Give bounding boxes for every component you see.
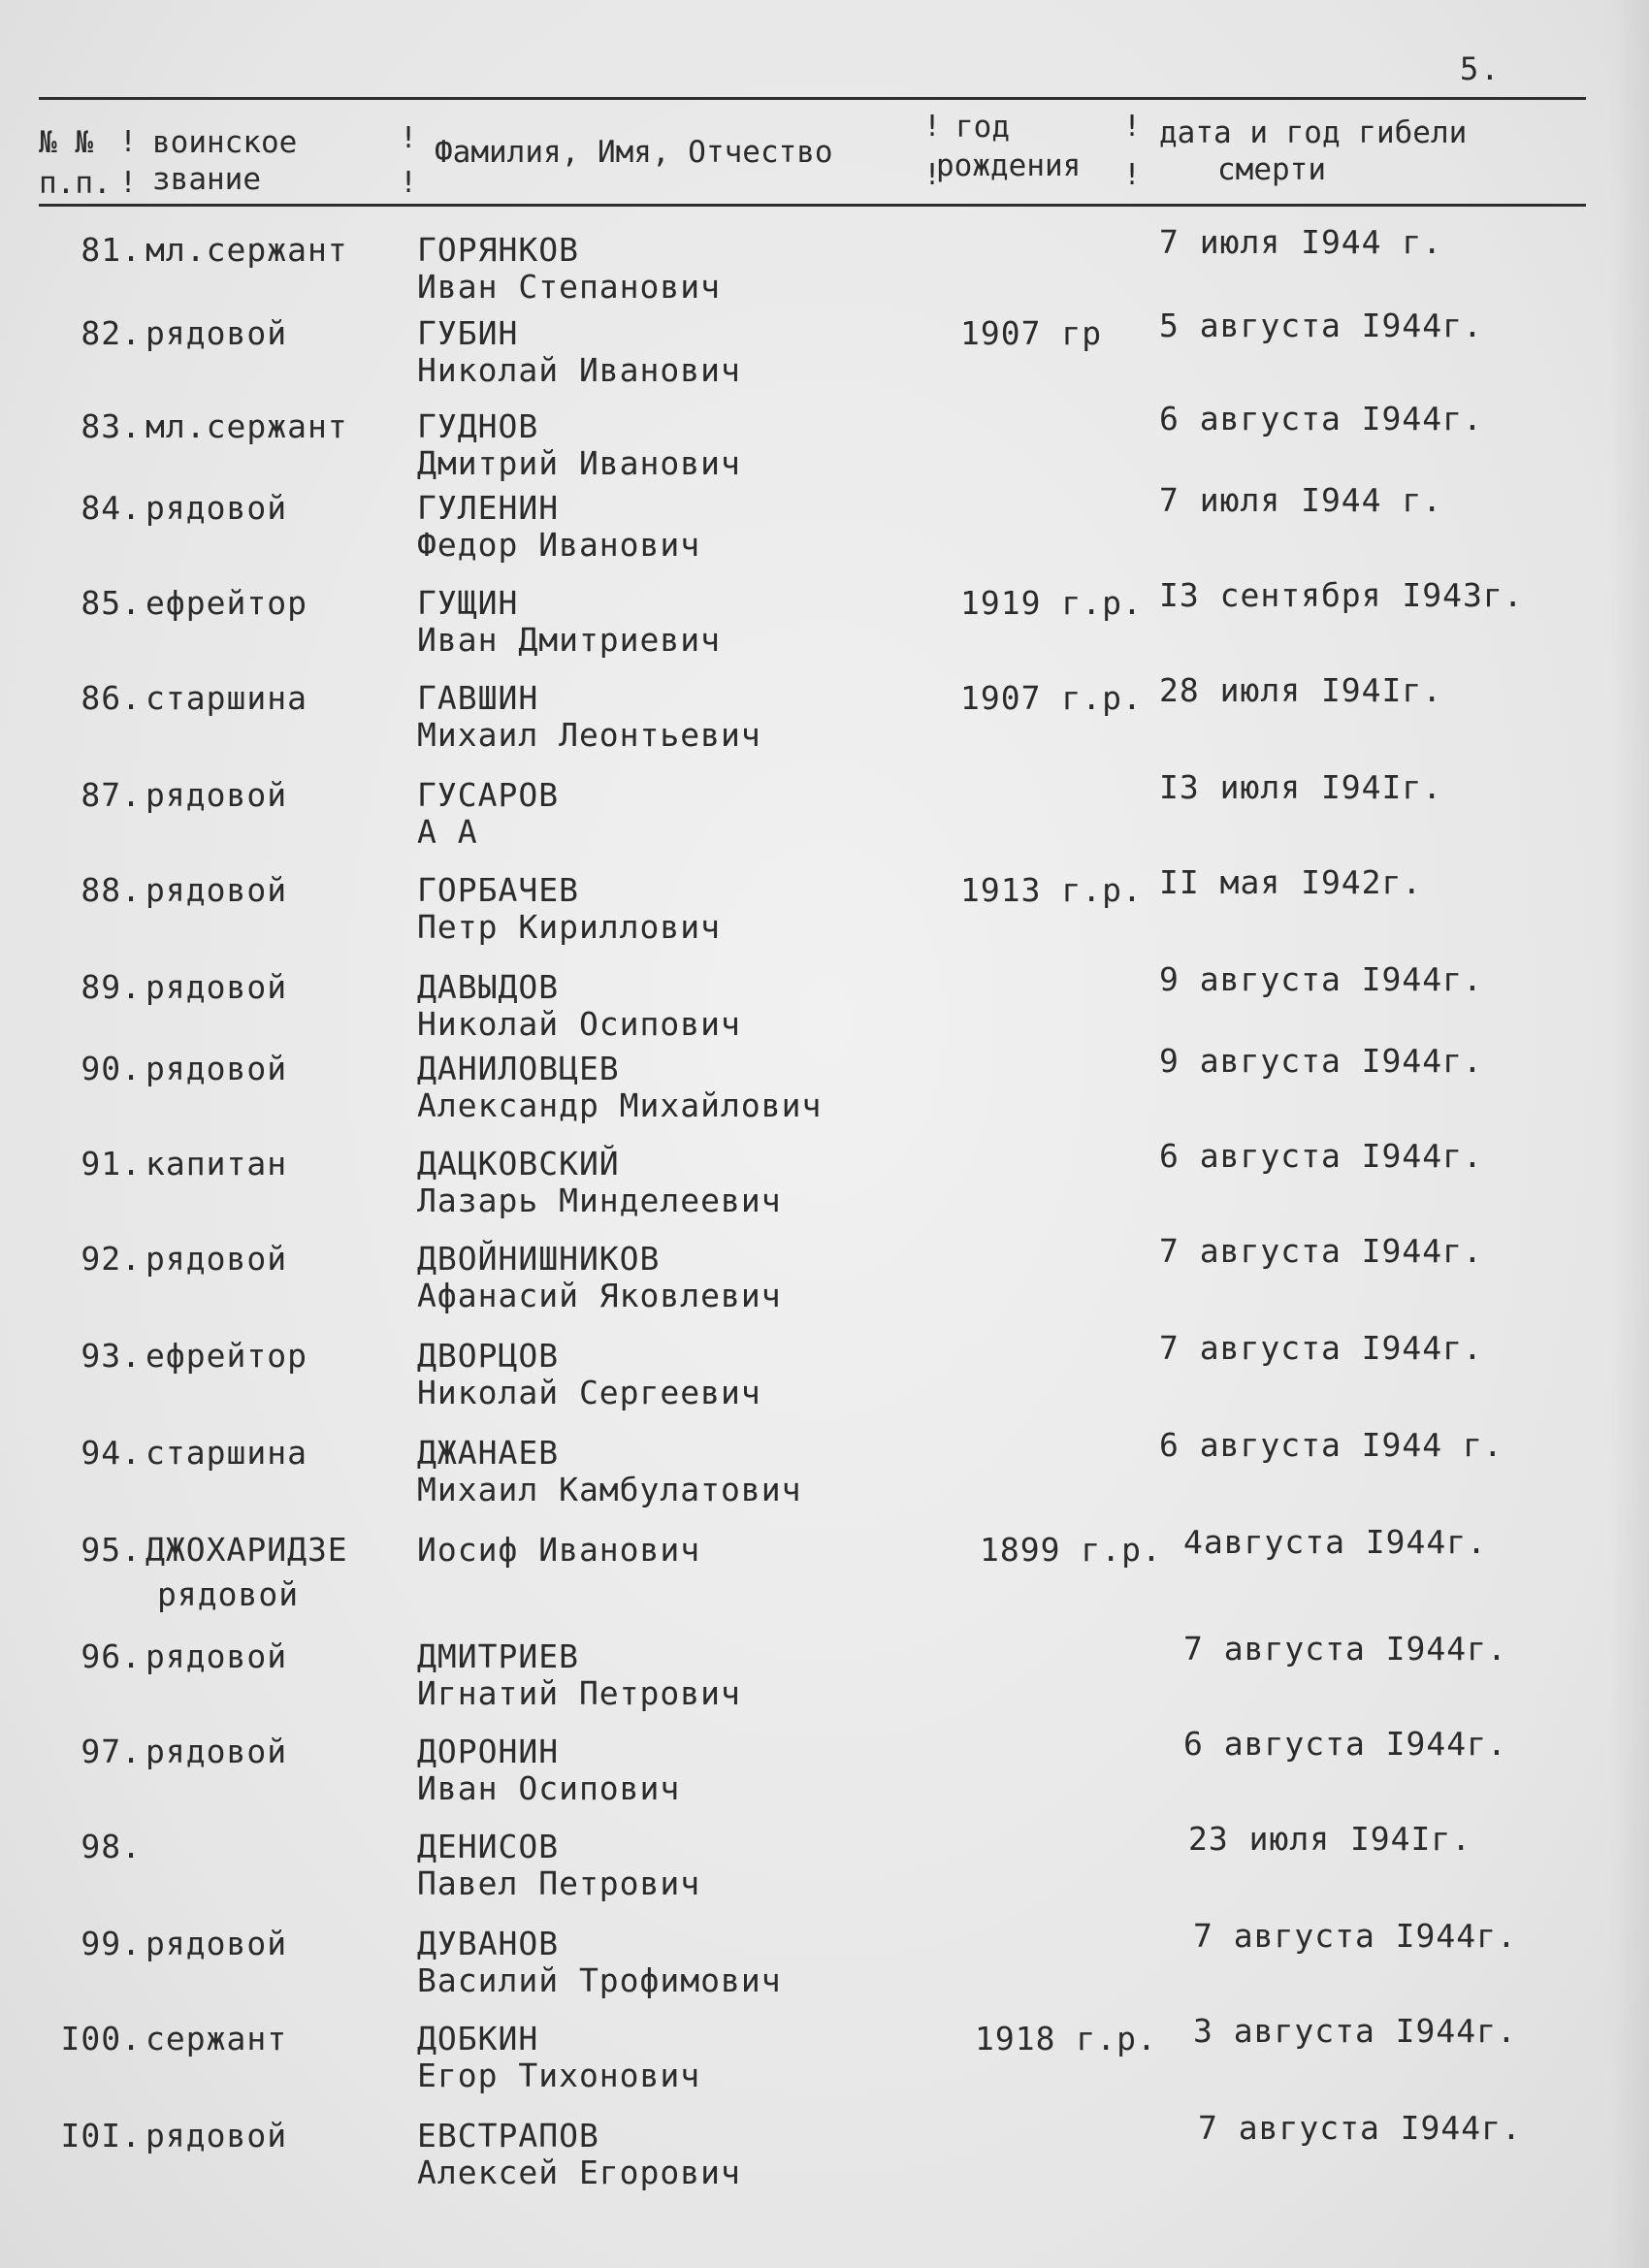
page-number: 5. [1460, 50, 1502, 87]
row-name: Иосиф Иванович [417, 1531, 701, 1569]
row-given-name: Михаил Камбулатович [417, 1471, 802, 1508]
row-rank: рядовой [146, 871, 288, 909]
row-given-name: Павел Петрович [417, 1864, 701, 1902]
row-number: 83. [81, 407, 142, 445]
row-number: 99. [81, 1925, 142, 1962]
row-rank: рядовой [146, 1637, 288, 1675]
row-number: 91. [81, 1145, 142, 1183]
table-row [0, 1329, 1649, 1434]
row-number: 90. [81, 1050, 142, 1087]
row-death-date: 7 июля I944 г. [1159, 223, 1443, 261]
header-separator: ! [923, 110, 942, 144]
row-death-date: 4августа I944г. [1183, 1523, 1488, 1561]
row-number: 86. [81, 679, 142, 717]
header-top-rule [39, 97, 1586, 100]
table-row [0, 1137, 1649, 1242]
row-given-name: Николай Иванович [417, 351, 741, 389]
row-surname: ДАНИЛОВЦЕВ [417, 1050, 620, 1087]
row-number: I0I. [60, 2117, 142, 2155]
row-given-name: Афанасий Яковлевич [417, 1277, 782, 1314]
table-row [0, 863, 1649, 968]
row-surname: ДЖАНАЕВ [417, 1434, 560, 1472]
row-rank: рядовой [146, 2117, 288, 2155]
row-given-name: Лазарь Минделеевич [417, 1182, 782, 1219]
row-given-name: Петр Кириллович [417, 908, 722, 946]
table-row [0, 1523, 1649, 1628]
row-given-name: Николай Осипович [417, 1005, 741, 1043]
row-birth-year: 1899 г.р. [980, 1531, 1162, 1569]
row-given-name: Игнатий Петрович [417, 1674, 741, 1712]
row-surname: ЕВСТРАПОВ [417, 2117, 599, 2155]
header-birth-line1: год [955, 110, 1010, 145]
row-surname: ГОРЯНКОВ [417, 231, 579, 269]
row-rank: мл.сержант [146, 231, 348, 269]
row-rank: рядовой [146, 968, 288, 1006]
row-birth-year: 1918 г.р. [975, 2020, 1157, 2057]
row-death-date: 9 августа I944г. [1159, 1042, 1483, 1080]
row-given-name: Иван Степанович [417, 268, 722, 306]
row-given-name: Василий Трофимович [417, 1961, 782, 1999]
row-death-date: 6 августа I944г. [1159, 1137, 1483, 1175]
row-surname: ГУЩИН [417, 584, 519, 622]
row-rank: капитан [146, 1145, 288, 1183]
table-row [0, 1630, 1649, 1734]
row-surname: ДВОЙНИШНИКОВ [417, 1240, 661, 1278]
row-number: 88. [81, 871, 142, 909]
header-separator: ! [400, 166, 418, 200]
row-surname: ГУДНОВ [417, 407, 539, 445]
row-death-date: 7 июля I944 г. [1159, 481, 1443, 519]
row-rank: старшина [146, 1434, 307, 1472]
row-given-name: Егор Тихонович [417, 2057, 701, 2094]
row-given-name: Дмитрий Иванович [417, 444, 741, 482]
row-surname: ДАВЫДОВ [417, 968, 560, 1006]
row-given-name: Николай Сергеевич [417, 1374, 761, 1411]
row-death-date: I3 сентября I943г. [1159, 576, 1524, 614]
row-death-date: 5 августа I944г. [1159, 307, 1483, 344]
row-rank: ДЖОХАРИДЗЕ [146, 1531, 348, 1569]
table-row [0, 768, 1649, 873]
row-surname: ГАВШИН [417, 679, 539, 717]
row-surname: ДВОРЦОВ [417, 1337, 560, 1375]
row-birth-year: 1907 гр [960, 314, 1103, 352]
header-rank-line1: воинское [152, 125, 298, 160]
row-birth-year: 1919 г.р. [960, 584, 1143, 622]
header-name: Фамилия, Имя, Отчество [435, 135, 833, 170]
row-death-date: 23 июля I94Iг. [1188, 1820, 1472, 1858]
table-row [0, 481, 1649, 586]
table-row [0, 1725, 1649, 1830]
row-number: 87. [81, 776, 142, 814]
table-row [0, 2012, 1649, 2117]
row-surname: ДМИТРИЕВ [417, 1637, 579, 1675]
row-given-name: Иван Дмитриевич [417, 621, 722, 659]
row-rank: сержант [146, 2020, 288, 2057]
row-surname: ГУЛЕНИН [417, 489, 560, 527]
row-number: 92. [81, 1240, 142, 1278]
row-surname: ДОБКИН [417, 2020, 539, 2057]
row-number: 95. [81, 1531, 142, 1569]
header-death-line1: дата и год гибели [1159, 115, 1468, 150]
table-row [0, 1426, 1649, 1531]
row-given-name: Михаил Леонтьевич [417, 716, 761, 754]
header-num-line2: п.п. [39, 166, 112, 201]
row-surname: ГОРБАЧЕВ [417, 871, 579, 909]
row-given-name: Александр Михайлович [417, 1086, 823, 1124]
header-birth-line2: рождения [936, 148, 1082, 183]
row-rank: рядовой [146, 1925, 288, 1962]
row-surname: ГУСАРОВ [417, 776, 560, 814]
header-death-line2: смерти [1217, 152, 1326, 187]
header-separator: ! [400, 121, 418, 155]
header-separator: ! [1123, 158, 1142, 192]
row-rank: рядовой [146, 1240, 288, 1278]
row-number: 81. [81, 231, 142, 269]
row-death-date: 9 августа I944г. [1159, 960, 1483, 998]
row-death-date: 7 августа I944г. [1159, 1232, 1483, 1270]
row-death-date: I3 июля I94Iг. [1159, 768, 1443, 806]
row-number: 94. [81, 1434, 142, 1472]
row-death-date: 7 августа I944г. [1193, 1917, 1517, 1955]
row-given-name: Иван Осипович [417, 1769, 681, 1807]
row-surname: ДУВАНОВ [417, 1925, 560, 1962]
row-death-date: 3 августа I944г. [1193, 2012, 1517, 2050]
row-surname: ДЕНИСОВ [417, 1828, 560, 1865]
header-bottom-rule [39, 204, 1586, 207]
row-death-date: 7 августа I944г. [1183, 1630, 1507, 1668]
row-given-name: А А [417, 813, 478, 851]
header-separator: ! [119, 125, 138, 159]
row-rank: рядовой [146, 489, 288, 527]
header-separator: ! [1123, 110, 1142, 144]
row-number: 89. [81, 968, 142, 1006]
table-row [0, 1820, 1649, 1925]
table-row [0, 1232, 1649, 1337]
row-death-date: 6 августа I944 г. [1159, 1426, 1504, 1464]
row-rank: рядовой [146, 314, 288, 352]
table-row [0, 576, 1649, 681]
row-number: 82. [81, 314, 142, 352]
row-surname: ГУБИН [417, 314, 519, 352]
row-death-date: 28 июля I94Iг. [1159, 671, 1443, 709]
header-separator: ! [923, 158, 942, 192]
row-rank: ефрейтор [146, 584, 307, 622]
header-rank-line2: звание [152, 162, 261, 197]
row-number: 96. [81, 1637, 142, 1675]
table-row [0, 1042, 1649, 1147]
row-rank: рядовой [146, 776, 288, 814]
row-number: I00. [60, 2020, 142, 2057]
table-row [0, 2109, 1649, 2214]
header-num-line1: № № [39, 125, 93, 160]
row-death-date: 6 августа I944г. [1159, 400, 1483, 437]
row-birth-year: 1913 г.р. [960, 871, 1143, 909]
row-death-date: 7 августа I944г. [1198, 2109, 1522, 2147]
table-row [0, 671, 1649, 776]
row-death-date: 7 августа I944г. [1159, 1329, 1483, 1367]
row-number: 85. [81, 584, 142, 622]
table-row [0, 1917, 1649, 2022]
row-number: 93. [81, 1337, 142, 1375]
row-given-name: Алексей Егорович [417, 2154, 741, 2191]
row-surname: ДОРОНИН [417, 1733, 560, 1770]
row-surname: ДАЦКОВСКИЙ [417, 1145, 620, 1183]
header-separator: ! [119, 166, 138, 200]
row-number: 98. [81, 1828, 142, 1865]
row-rank: рядовой [146, 1733, 288, 1770]
table-row [0, 307, 1649, 411]
row-death-date: II мая I942г. [1159, 863, 1423, 901]
row-death-date: 6 августа I944г. [1183, 1725, 1507, 1763]
row-birth-year: 1907 г.р. [960, 679, 1143, 717]
row-rank: старшина [146, 679, 307, 717]
row-given-name: Федор Иванович [417, 526, 701, 564]
row-rank-line2: рядовой [157, 1575, 300, 1613]
row-number: 97. [81, 1733, 142, 1770]
row-rank: ефрейтор [146, 1337, 307, 1375]
row-rank: мл.сержант [146, 407, 348, 445]
row-rank: рядовой [146, 1050, 288, 1087]
row-number: 84. [81, 489, 142, 527]
